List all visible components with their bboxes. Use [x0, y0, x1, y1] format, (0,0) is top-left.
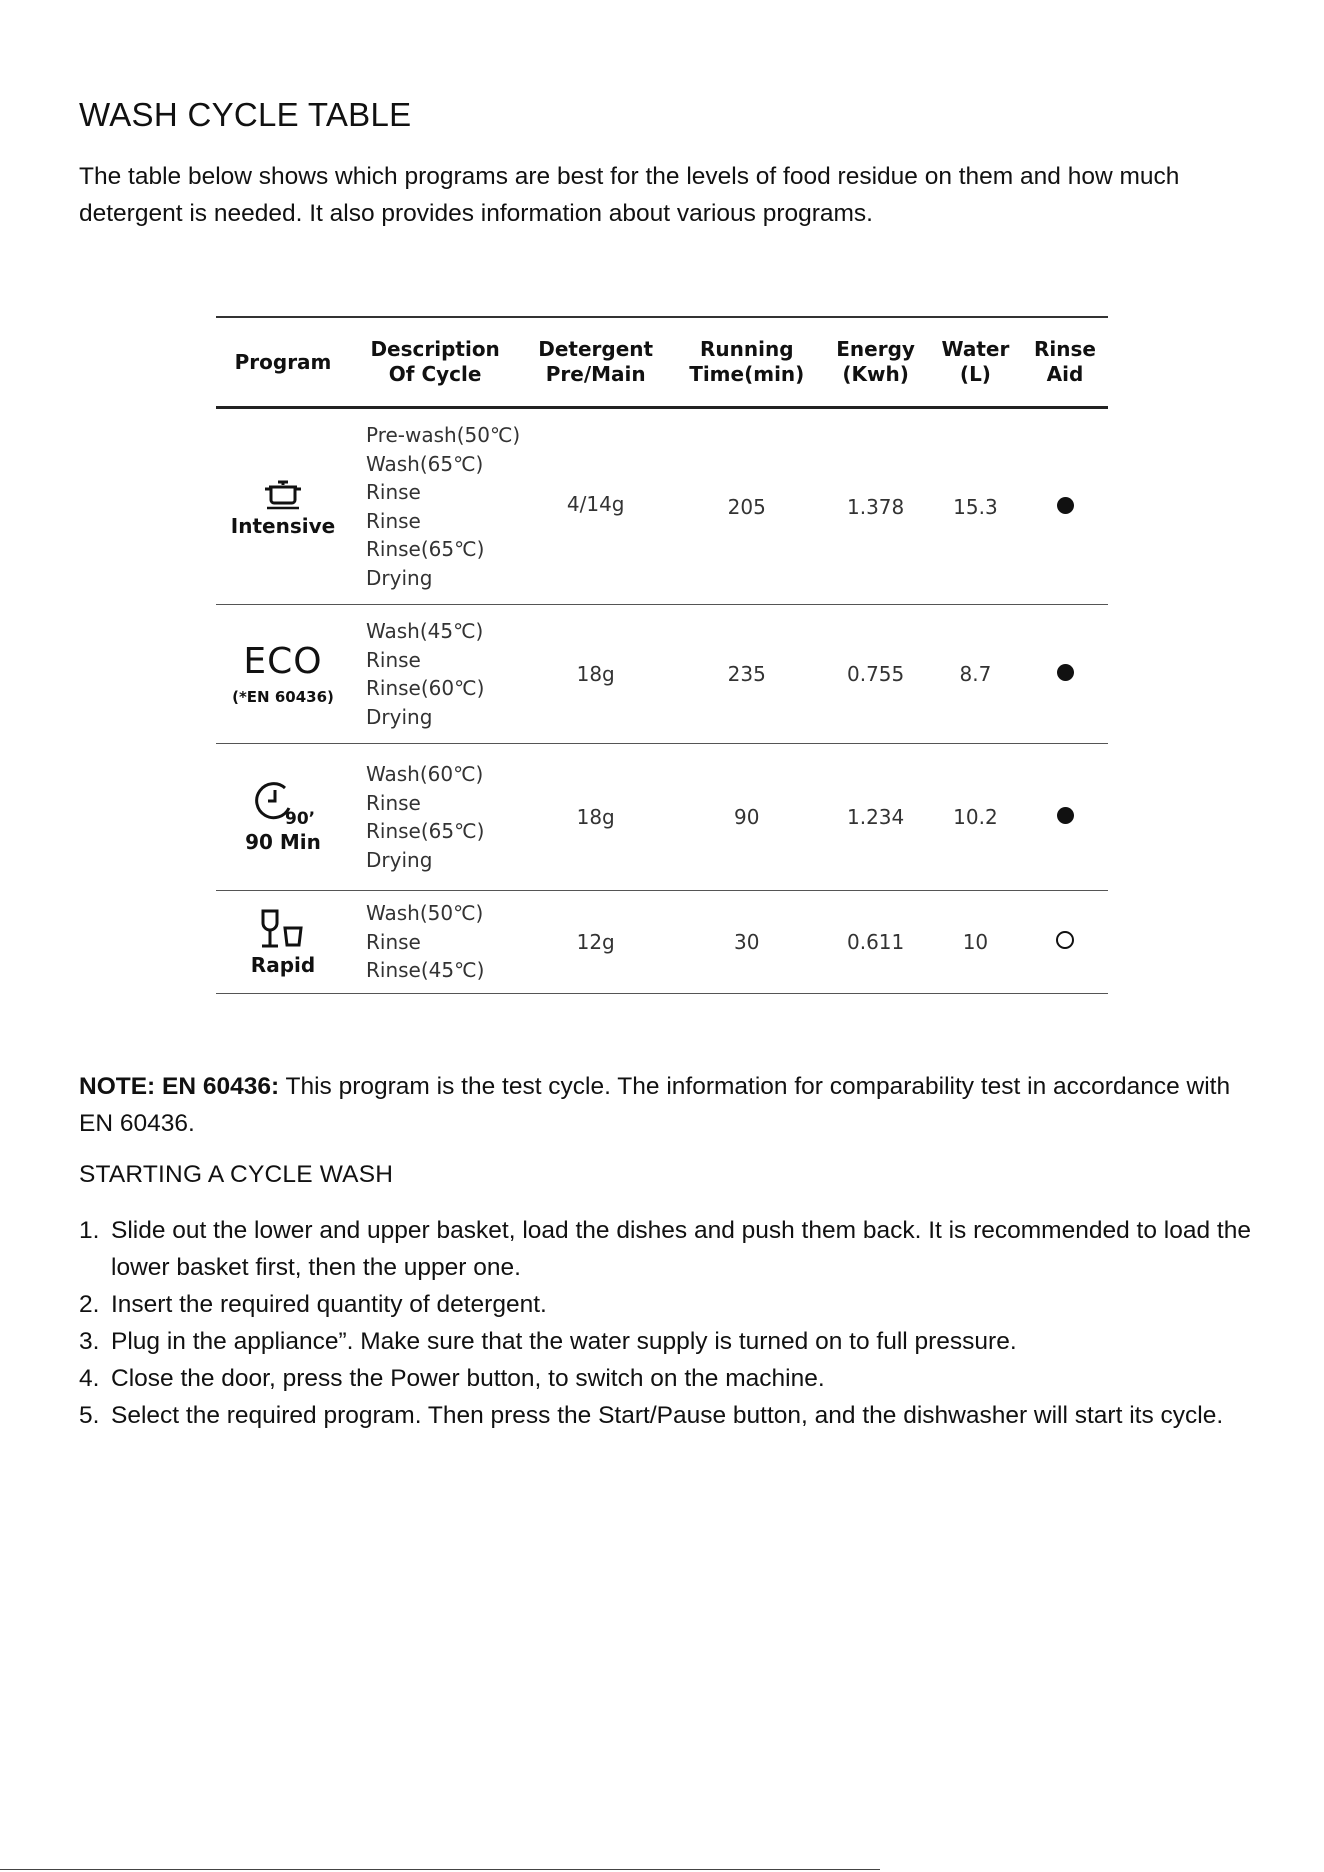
intro-paragraph: The table below shows which programs are best for the levels of food residue on them and how much detergent is needed. It also provides information about various programs.: [79, 163, 1180, 227]
wash-cycle-table: [216, 316, 1108, 994]
detergent-cell: 18g: [520, 605, 671, 744]
cycle-description: Pre-wash(50℃) Wash(65℃) Rinse Rinse Rinse(65℃) Drying: [350, 408, 520, 605]
running-time-cell: 235: [671, 605, 822, 744]
table-row: [216, 891, 1108, 994]
program-name: Rapid: [250, 953, 316, 977]
rinse-aid-hollow-dot: [1056, 931, 1074, 949]
header-energy: Energy (Kwh): [822, 317, 928, 408]
energy-cell: 0.611: [822, 891, 928, 994]
header-description: Description Of Cycle: [350, 317, 520, 408]
water-cell: 8.7: [929, 605, 1022, 744]
rinse-aid-cell: [1022, 891, 1108, 994]
list-item: 3. Plug in the appliance”. Make sure that the water supply is turned on to full pressure.: [79, 1328, 1017, 1355]
rinse-aid-cell: [1022, 605, 1108, 744]
list-item: 1. Slide out the lower and upper basket, load the dishes and push them back. It is recommended to load the lower basket first, then the upper one.: [79, 1217, 1251, 1281]
running-time-cell: 30: [671, 891, 822, 994]
detergent-cell: 12g: [520, 891, 671, 994]
table-row: [216, 744, 1108, 891]
header-water: Water (L): [929, 317, 1022, 408]
glass-cup-icon: [255, 907, 311, 951]
header-rinse-aid: Rinse Aid: [1022, 317, 1108, 408]
program-cell: [216, 605, 350, 744]
bottom-rule: [0, 1869, 880, 1870]
note-paragraph: [79, 1068, 1259, 1142]
pot-icon: [259, 476, 307, 512]
note-text: This program is the test cycle. The information for comparability test in accordance with EN 60436.: [79, 1073, 1231, 1137]
running-time-cell: 90: [671, 744, 822, 891]
program-cell: [216, 891, 350, 994]
cycle-description: Wash(50℃) Rinse Rinse(45℃): [350, 891, 520, 994]
section-heading: STARTING A CYCLE WASH: [79, 1161, 394, 1188]
cycle-description: Wash(60℃) Rinse Rinse(65℃) Drying: [350, 744, 520, 891]
energy-cell: 0.755: [822, 605, 928, 744]
steps-list: [79, 1212, 1269, 1434]
program-cell: [216, 408, 350, 605]
clock-90-icon: [255, 780, 316, 829]
note-lead: NOTE: EN 60436:: [79, 1073, 280, 1100]
list-item: 4. Close the door, press the Power button, to switch on the machine.: [79, 1365, 825, 1392]
table-row: [216, 408, 1108, 605]
detergent-cell: 18g: [520, 744, 671, 891]
water-cell: 10: [929, 891, 1022, 994]
eco-standard-label: (*EN 60436): [232, 688, 334, 706]
program-name: 90 Min: [245, 830, 321, 854]
rinse-aid-cell: [1022, 408, 1108, 605]
water-cell: 15.3: [929, 408, 1022, 605]
list-item: 5. Select the required program. Then press the Start/Pause button, and the dishwasher will start its cycle.: [79, 1402, 1224, 1429]
water-cell: 10.2: [929, 744, 1022, 891]
energy-cell: 1.234: [822, 744, 928, 891]
header-detergent: Detergent Pre/Main: [520, 317, 671, 408]
table-header-row: [216, 317, 1108, 408]
header-program: Program: [216, 317, 350, 408]
rinse-aid-filled-dot: [1057, 497, 1074, 514]
rinse-aid-cell: [1022, 744, 1108, 891]
rinse-aid-filled-dot: [1057, 664, 1074, 681]
svg-text:90’: 90’: [285, 809, 316, 829]
program-cell: [216, 744, 350, 891]
running-time-cell: 205: [671, 408, 822, 605]
detergent-cell: 4/14g: [520, 408, 671, 605]
program-name: Intensive: [230, 513, 336, 538]
list-item: 2. Insert the required quantity of detergent.: [79, 1291, 547, 1318]
eco-label: ECO: [243, 641, 323, 682]
cycle-description: Wash(45℃) Rinse Rinse(60℃) Drying: [350, 605, 520, 744]
header-running-time: Running Time(min): [671, 317, 822, 408]
rinse-aid-filled-dot: [1057, 807, 1074, 824]
page-title: WASH CYCLE TABLE: [79, 96, 412, 133]
table-row: [216, 605, 1108, 744]
energy-cell: 1.378: [822, 408, 928, 605]
